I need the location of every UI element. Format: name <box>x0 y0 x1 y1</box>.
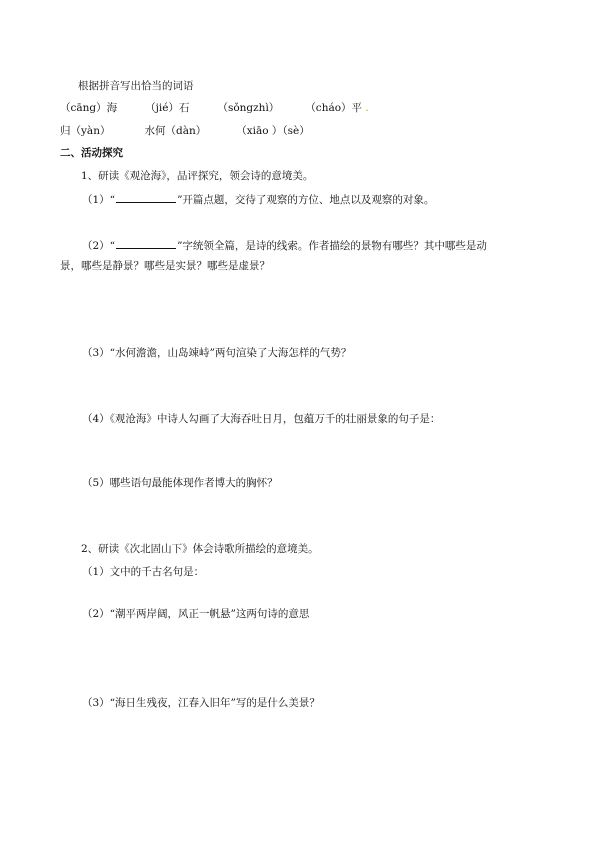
q1-sub5: （5）哪些语句最能体现作者博大的胸怀？ <box>82 477 278 489</box>
q1-sub4: （4）《观沧海》中诗人勾画了大海吞吐日月，包蕴万千的壮丽景象的句子是： <box>82 413 441 425</box>
q1-sub2: （2）“ ”字统领全篇，是诗的线索。作者描绘的景物有哪些？其中哪些是动 <box>82 240 487 252</box>
answer-blank-1[interactable] <box>116 192 176 203</box>
q2-sub2: （2）“潮平两岸阔，风正一帆悬”这两句诗的意思 <box>82 608 310 620</box>
pinyin-item-yan: 归（yàn） <box>60 125 111 137</box>
q1-sub3: （3）“水何澹澹，山岛竦峙”两句渲染了大海怎样的气势？ <box>82 347 352 359</box>
pinyin-item-xiaose: （xiāo ）（sè） <box>236 125 310 137</box>
pinyin-item-dan: 水何（dàn） <box>144 125 207 137</box>
pinyin-item-songzhi: （sǒngzhì） <box>217 102 280 114</box>
pinyin-heading: 根据拼音写出恰当的词语 <box>78 80 194 92</box>
pinyin-row-2 <box>60 124 310 138</box>
answer-blank-2[interactable] <box>116 238 176 249</box>
pinyin-row-1 <box>60 101 369 115</box>
q2-sub1: （1）文中的千古名句是： <box>82 566 205 578</box>
q2-title: 2、研读《次北固山下》体会诗歌所描绘的意境美。 <box>81 543 319 555</box>
pinyin-item-cang: （cāng）海 <box>60 102 118 114</box>
pinyin-item-chao: （cháo）平 <box>305 102 363 114</box>
q2-sub3: （3）“海日生残夜，江春入旧年”写的是什么美景？ <box>82 697 320 709</box>
q1-sub2-cont: 景，哪些是静景？哪些是实景？哪些是虚景？ <box>60 260 270 272</box>
pinyin-mark: . <box>365 102 369 114</box>
q1-title: 1、研读《观沧海》，品评探究，领会诗的意境美。 <box>81 170 314 182</box>
q1-sub1: （1）“ ”开篇点题，交待了观察的方位、地点以及观察的对象。 <box>82 194 435 206</box>
pinyin-item-jie: （jié）石 <box>145 102 190 114</box>
section-2-heading: 二、活动探究 <box>60 147 123 159</box>
